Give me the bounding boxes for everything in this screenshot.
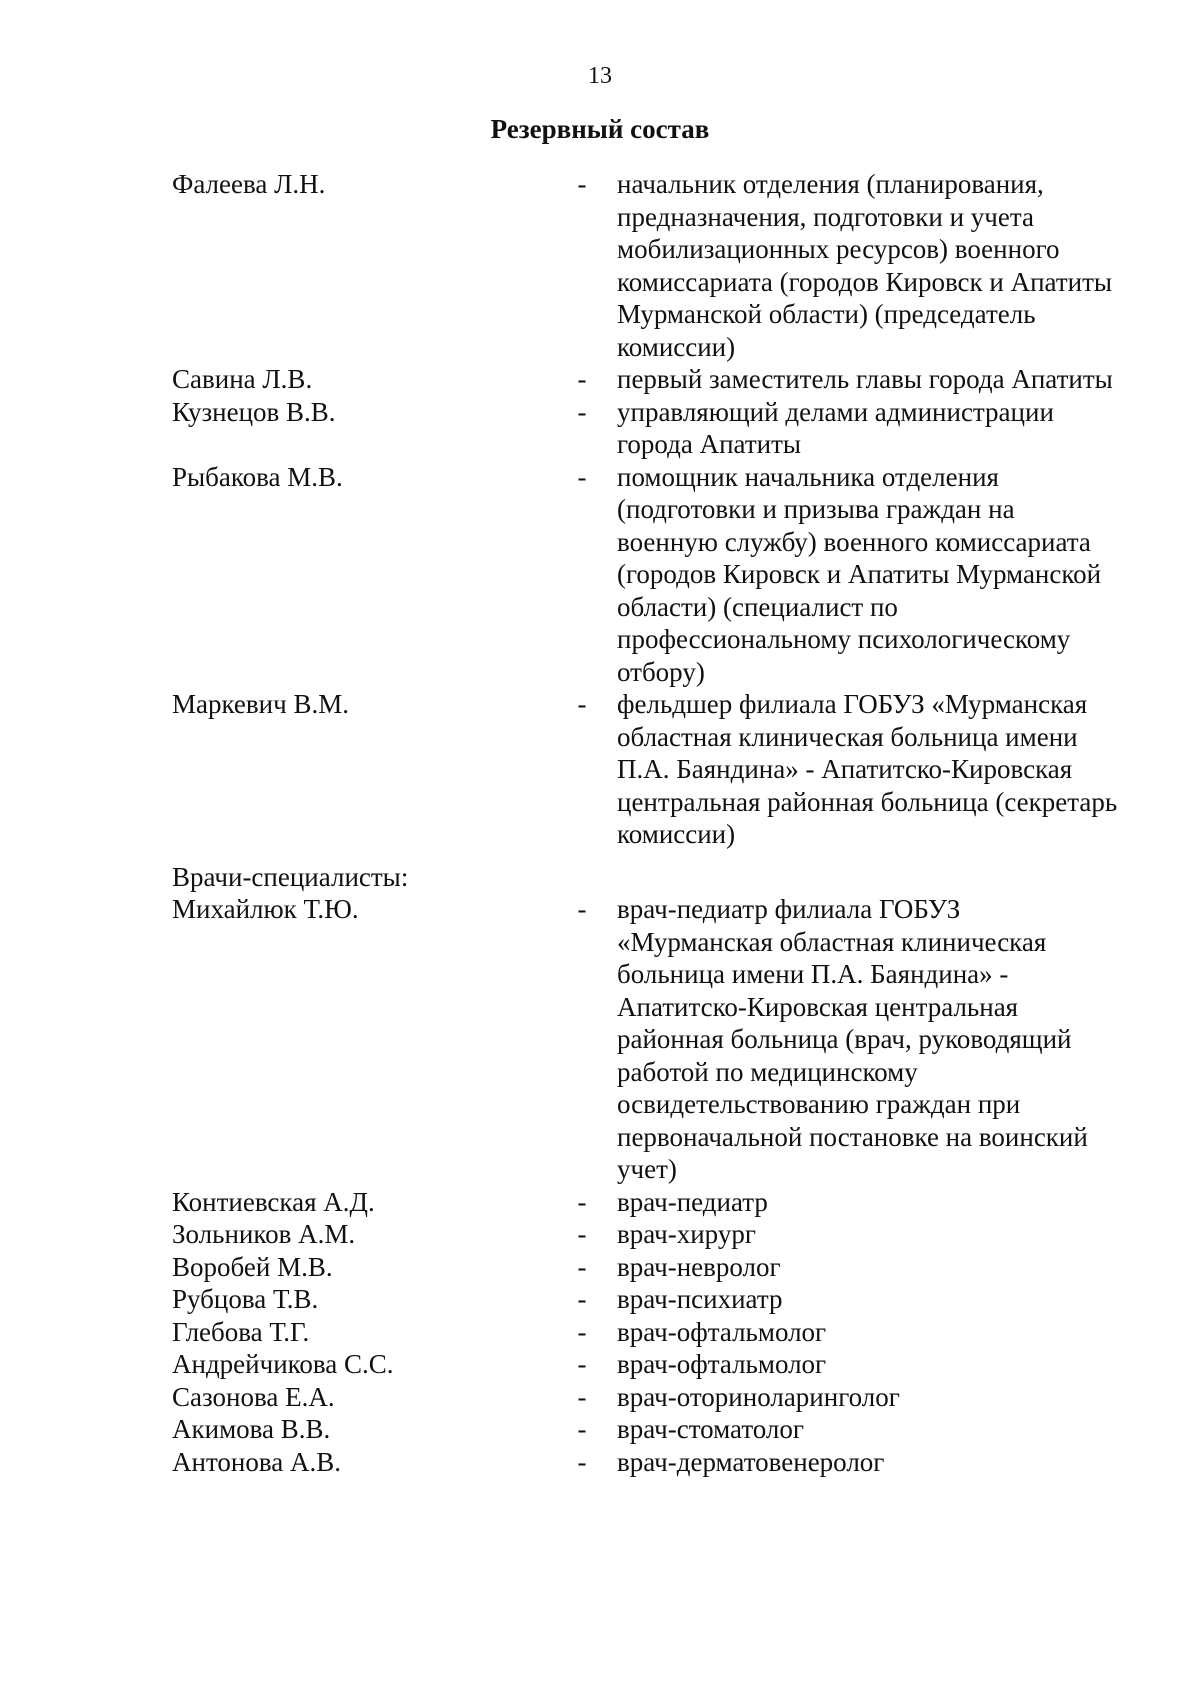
dash-separator: - [577, 169, 587, 199]
doctor-name: Андрейчикова С.С. [172, 1349, 394, 1379]
doctor-name: Акимова В.В. [172, 1414, 331, 1444]
dash-separator: - [577, 689, 587, 719]
doctor-row [172, 1218, 1162, 1251]
member-name: Кузнецов В.В. [172, 396, 336, 427]
doctor-specialty: врач-офтальмолог [617, 1349, 827, 1379]
member-row [172, 363, 1162, 396]
dash-separator: - [577, 1284, 587, 1314]
dash-separator: - [577, 894, 587, 924]
member-position: помощник начальника отделения (подготовки и призыва граждан на военную службу) военного комиссариата (городов Кировск и Апатиты Мурманской области) (специалист по профессиональному психологическому отбору) [617, 461, 1102, 687]
member-row [172, 688, 1162, 851]
doctor-specialty: врач-офтальмолог [617, 1316, 827, 1347]
member-name: Маркевич В.М. [172, 689, 349, 719]
doctor-row [172, 893, 1162, 1186]
dash-separator: - [577, 1316, 587, 1347]
doctor-specialty: врач-стоматолог [617, 1414, 804, 1444]
dash-separator: - [577, 461, 587, 492]
doctor-name: Михайлюк Т.Ю. [172, 894, 359, 924]
doctors-heading: Врачи-специалисты: [172, 861, 409, 892]
member-position: первый заместитель главы города Апатиты [617, 364, 1113, 394]
doctor-row [172, 1251, 1162, 1284]
member-list [172, 168, 1162, 1478]
dash-separator: - [577, 364, 587, 394]
member-name: Фалеева Л.Н. [172, 169, 326, 199]
doctor-row [172, 1381, 1162, 1414]
member-name: Рыбакова М.В. [172, 461, 343, 492]
doctor-name: Глебова Т.Г. [172, 1316, 310, 1347]
doctor-name: Сазонова Е.А. [172, 1381, 335, 1412]
doctor-row [172, 1186, 1162, 1219]
doctor-specialty: врач-оториноларинголог [617, 1381, 900, 1412]
member-name: Савина Л.В. [172, 364, 313, 394]
dash-separator: - [577, 1446, 587, 1477]
doctor-specialty: врач-невролог [617, 1251, 781, 1282]
dash-separator: - [577, 1381, 587, 1412]
doctor-specialty: врач-дерматовенеролог [617, 1446, 885, 1477]
doctor-specialty: врач-педиатр филиала ГОБУЗ «Мурманская областная клиническая больница имени П.А. Баяндина» - Апатитско-Кировская центральная районная больница (врач, руководящий работой по медицинскому освидетельствованию граждан при первоначальной постановке на воинский учет) [617, 894, 1088, 1184]
dash-separator: - [577, 1251, 587, 1282]
page-title: Резервный состав [490, 114, 710, 144]
member-row [172, 168, 1162, 363]
doctor-row [172, 1413, 1162, 1446]
dash-separator: - [577, 1186, 587, 1217]
member-position: начальник отделения (планирования, предназначения, подготовки и учета мобилизационных ресурсов) военного комиссариата (городов Кировск и Апатиты Мурманской области) (председатель комиссии) [617, 169, 1113, 362]
member-row [172, 461, 1162, 689]
doctor-row [172, 1348, 1162, 1381]
member-position: управляющий делами администрации города Апатиты [617, 396, 1054, 459]
page-number: 13 [588, 63, 612, 89]
dash-separator: - [577, 396, 587, 427]
doctor-row [172, 1316, 1162, 1349]
dash-separator: - [577, 1414, 587, 1444]
doctor-specialty: врач-хирург [617, 1219, 756, 1249]
doctor-row [172, 1446, 1162, 1479]
dash-separator: - [577, 1219, 587, 1249]
doctor-name: Контиевская А.Д. [172, 1186, 375, 1217]
doctor-row [172, 1283, 1162, 1316]
doctor-name: Рубцова Т.В. [172, 1284, 319, 1314]
doctor-specialty: врач-педиатр [617, 1186, 768, 1217]
doctor-specialty: врач-психиатр [617, 1284, 783, 1314]
doctor-name: Зольников А.М. [172, 1219, 356, 1249]
doctor-name: Воробей М.В. [172, 1251, 333, 1282]
member-row [172, 396, 1162, 461]
doctor-name: Антонова А.В. [172, 1446, 341, 1477]
dash-separator: - [577, 1349, 587, 1379]
member-position: фельдшер филиала ГОБУЗ «Мурманская областная клиническая больница имени П.А. Баяндина» - Апатитско-Кировская центральная районная больница (секретарь комиссии) [617, 689, 1118, 849]
